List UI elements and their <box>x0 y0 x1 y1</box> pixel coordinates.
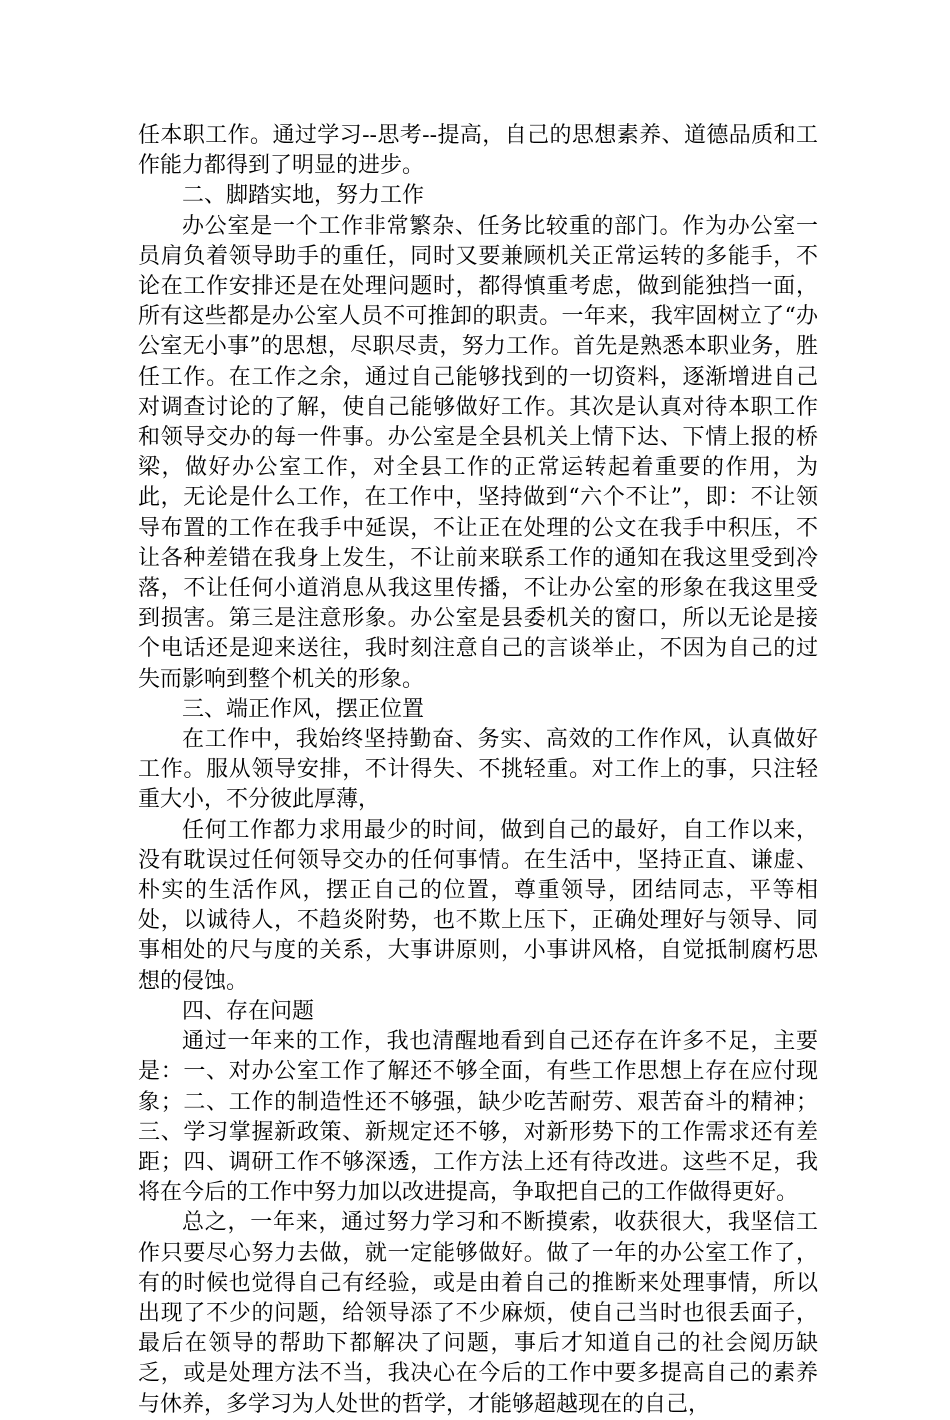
section-heading-2: 二、脚踏实地，努力工作 <box>182 183 425 209</box>
paragraph-problems: 通过一年来的工作，我也清醒地看到自己还存在许多不足，主要是：一、对办公室工作了解还不够全面，有些工作思想上存在应付现象；二、工作的制造性还不够强，缺少吃苦耐劳、艰苦奋斗的精神；三、学习掌握新政策、新规定还不够，对新形势下的工作需求还有差距；四、调研工作不够深透，工作方法上还有待改进。这些不足，我将在今后的工作中努力加以改进提高，争取把自己的工作做得更好。 <box>138 1029 818 1206</box>
paragraph-life-style: 任何工作都力求用最少的时间，做到自己的最好，自工作以来，没有耽误过任何领导交办的任何事情。在生活中，坚持正直、谦虚、朴实的生活作风，摆正自己的位置，尊重领导，团结同志，平等相处，以诚待人，不趋炎附势，也不欺上压下，正确处理好与领导、同事相处的尺与度的关系，大事讲原则，小事讲风格，自觉抵制腐朽思想的侵蚀。 <box>138 817 818 994</box>
document-body <box>138 121 818 1420</box>
section-heading-3: 三、端正作风，摆正位置 <box>182 696 425 722</box>
section-heading-4: 四、存在问题 <box>182 998 315 1024</box>
paragraph-summary: 总之，一年来，通过努力学习和不断摸索，收获很大，我坚信工作只要尽心努力去做，就一定能够做好。做了一年的办公室工作了，有的时候也觉得自己有经验，或是由着自己的推断来处理事情，所以出现了不少的问题，给领导添了不少麻烦，使自己当时也很丢面子，最后在领导的帮助下都解决了问题，事后才知道自己的社会阅历缺乏，或是处理方法不当，我决心在今后的工作中要多提高自己的素养与休养，多学习为人处世的哲学，才能够超越现在的自己， <box>138 1210 818 1417</box>
paragraph-intro-continuation: 任本职工作。通过学习--思考--提高，自己的思想素养、道德品质和工作能力都得到了明显的进步。 <box>138 123 818 179</box>
paragraph-office-work: 办公室是一个工作非常繁杂、任务比较重的部门。作为办公室一员肩负着领导助手的重任，同时又要兼顾机关正常运转的多能手，不论在工作安排还是在处理问题时，都得慎重考虑，做到能独挡一面，所有这些都是办公室人员不可推卸的职责。一年来，我牢固树立了“办公室无小事”的思想，尽职尽责，努力工作。首先是熟悉本职业务，胜任工作。在工作之余，通过自己能够找到的一切资料，逐渐增进自己对调查讨论的了解，使自己能够做好工作。其次是认真对待本职工作和领导交办的每一件事。办公室是全县机关上情下达、下情上报的桥梁，做好办公室工作，对全县工作的正常运转起着重要的作用，为此，无论是什么工作，在工作中，坚持做到“六个不让”，即：不让领导布置的工作在我手中延误，不让正在处理的公文在我手中积压，不让各种差错在我身上发生，不让前来联系工作的通知在我这里受到冷落，不让任何小道消息从我这里传播，不让办公室的形象在我这里受到损害。第三是注意形象。办公室是县委机关的窗口，所以无论是接个电话还是迎来送往，我时刻注意自己的言谈举止，不因为自己的过失而影响到整个机关的形象。 <box>138 213 818 692</box>
paragraph-work-style: 在工作中，我始终坚持勤奋、务实、高效的工作作风，认真做好工作。服从领导安排，不计得失、不挑轻重。对工作上的事，只注轻重大小，不分彼此厚薄， <box>138 727 818 813</box>
